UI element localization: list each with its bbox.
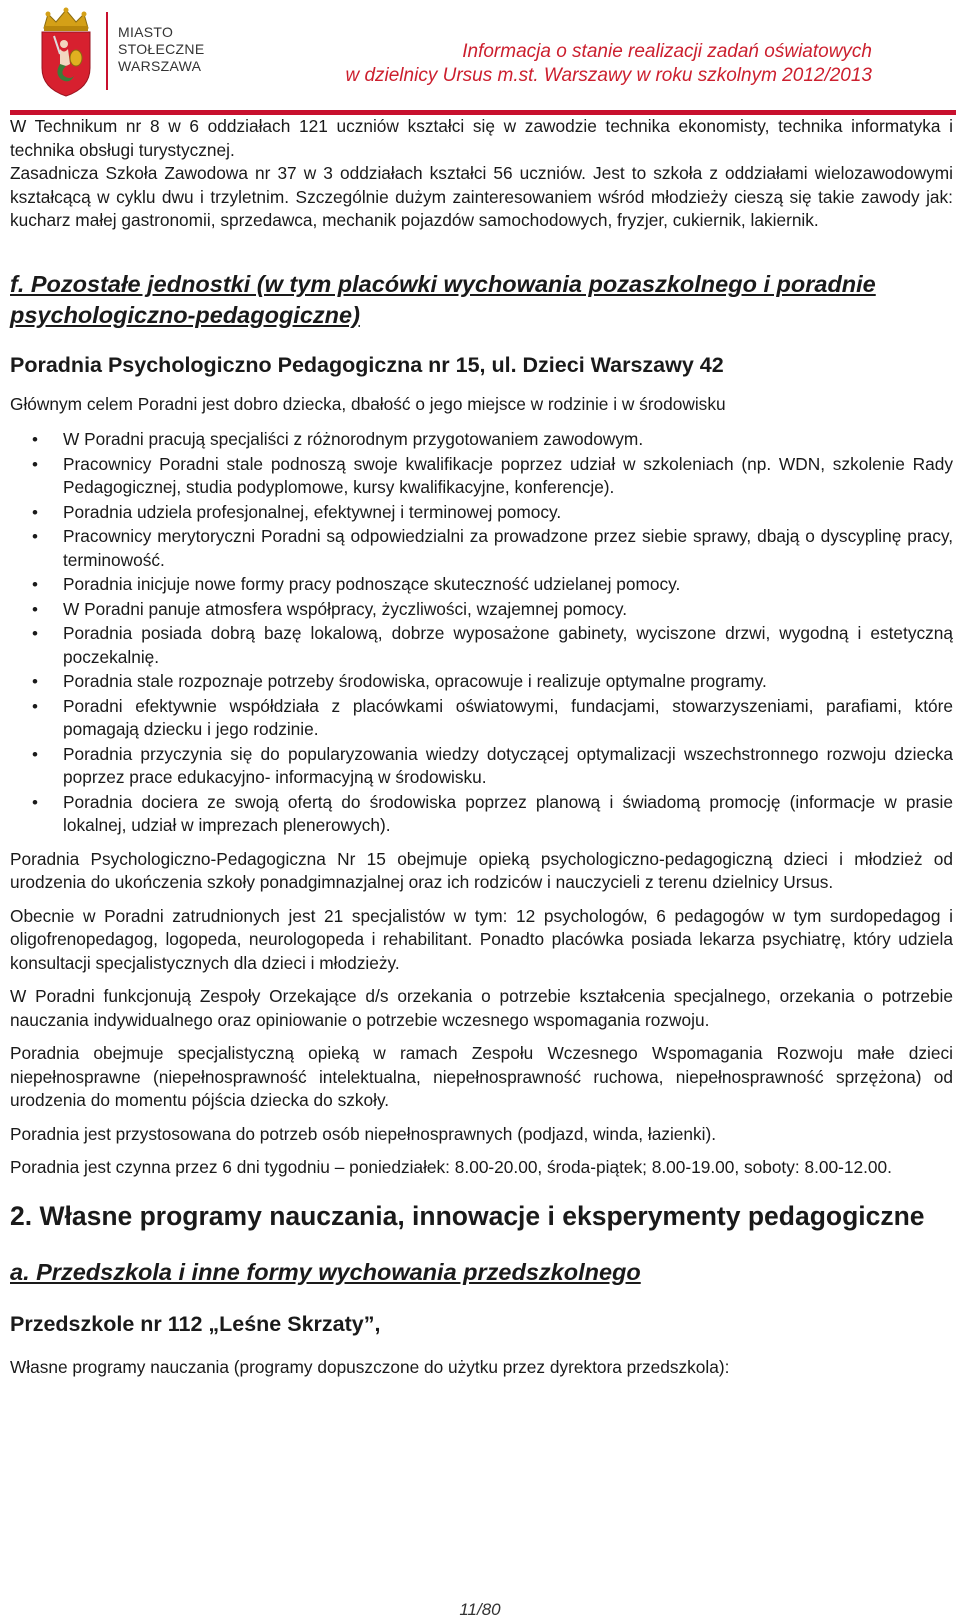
bullet-icon: • bbox=[32, 502, 38, 522]
list-item-text: Poradnia posiada dobrą bazę lokalową, dobrze wyposażone gabinety, wyciszone drzwi, wygodną i estetyczną poczekalnię. bbox=[63, 623, 953, 667]
bullet-icon: • bbox=[32, 696, 38, 716]
bullet-icon: • bbox=[32, 599, 38, 619]
list-item-text: W Poradni pracują specjaliści z różnorodnym przygotowaniem zawodowym. bbox=[63, 429, 644, 449]
document-title bbox=[345, 40, 872, 88]
list-item-text: Pracownicy merytoryczni Poradni są odpowiedzialni za prowadzone przez siebie sprawy, dbają o dyscyplinę pracy, terminowość. bbox=[63, 526, 953, 570]
list-item bbox=[10, 598, 953, 622]
paragraph-opieka: Poradnia Psychologiczno-Pedagogiczna Nr 15 obejmuje opieką psychologiczno-pedagogiczną dzieci i młodzież od urodzenia do ukończenia szkoły ponadgimnazjalnej oraz ich rodziców i nauczycieli z terenu dzielnicy Ursus. bbox=[10, 848, 953, 892]
bullet-icon: • bbox=[32, 744, 38, 764]
list-item-text: W Poradni panuje atmosfera współpracy, życzliwości, wzajemnej pomocy. bbox=[63, 598, 628, 619]
warsaw-coat-of-arms-icon bbox=[30, 6, 102, 98]
document-title-line2: w dzielnicy Ursus m.st. Warszawy w roku szkolnym 2012/2013 bbox=[345, 65, 872, 86]
list-item-text: Poradnia inicjuje nowe formy pracy podnoszące skuteczność udzielanej pomocy. bbox=[63, 574, 681, 594]
paragraph-technikum: W Technikum nr 8 w 6 oddziałach 121 uczniów kształci się w zawodzie technika ekonomisty, technika informatyka i technika obsługi turystycznej. bbox=[10, 116, 953, 160]
paragraph-zatrudnionych: Obecnie w Poradni zatrudnionych jest 21 specjalistów w tym: 12 psychologów, 6 pedagogów w tym surdopedagog i oligofrenopedagog, logopeda, neurologopeda i rehabilitant. Ponadto placówka posiada lekarza psychiatrę, który udziela konsultacji specjalistycznych dla dzieci i młodzieży. bbox=[10, 905, 953, 973]
section-heading-a: a. Przedszkola i inne formy wychowania przedszkolnego bbox=[10, 1258, 641, 1285]
page-number: 11/80 bbox=[459, 1600, 501, 1619]
paragraph-programy: Własne programy nauczania (programy dopuszczone do użytku przez dyrektora przedszkola): bbox=[10, 1356, 730, 1377]
bullet-icon: • bbox=[32, 527, 38, 546]
list-item bbox=[10, 791, 953, 838]
list-item-text: Poradnia udziela profesjonalnej, efektywnej i terminowej pomocy. bbox=[63, 501, 562, 522]
page-body bbox=[10, 115, 953, 1379]
paragraph-zespoly: W Poradni funkcjonują Zespoły Orzekające d/s orzekania o potrzebie kształcenia specjalnego, orzekania o potrzebie nauczania indywidualnego oraz opiniowanie o potrzebie wczesnego wspomagania rozwoju. bbox=[10, 986, 953, 1030]
list-item-text: Poradni efektywnie współdziała z placówkami oświatowymi, fundacjami, stowarzyszeniami, parafiami, które pomagają dziecku i jego rodzinie. bbox=[63, 695, 953, 739]
document-title-line1: Informacja o stanie realizacji zadań oświatowych bbox=[462, 41, 872, 62]
section-heading-f: f. Pozostałe jednostki (w tym placówki wychowania pozaszkolnego i poradnie psychologiczno-pedagogiczne) bbox=[10, 270, 876, 328]
list-item bbox=[10, 573, 953, 597]
paragraph-przystosowana: Poradnia jest przystosowana do potrzeb osób niepełnosprawnych (podjazd, winda, łazienki). bbox=[10, 1123, 717, 1144]
header-divider bbox=[106, 12, 108, 90]
list-item bbox=[10, 453, 953, 500]
list-item bbox=[10, 695, 953, 742]
page-header bbox=[0, 0, 960, 114]
city-line: MIASTO bbox=[118, 24, 174, 40]
city-line: WARSZAWA bbox=[118, 58, 202, 74]
bullet-icon: • bbox=[32, 624, 38, 643]
paragraph-godziny: Poradnia jest czynna przez 6 dni tygodniu – poniedziałek: 8.00-20.00, środa-piątek; 8.00-19.00, soboty: 8.00-12.00. bbox=[10, 1157, 892, 1177]
list-item bbox=[10, 670, 953, 694]
paragraph-zasadnicza: Zasadnicza Szkoła Zawodowa nr 37 w 3 oddziałach kształci 56 uczniów. Jest to szkoła z oddziałami wielozawodowymi kształcącą w cyklu dwu i trzyletnim. Szczególnie dużym zainteresowaniem wśród młodzieży cieszą się takie zawody jak: kucharz małej gastronomii, sprzedawca, mechanik pojazdów samochodowych, fryzjer, cukiernik, lakiernik. bbox=[10, 163, 953, 230]
list-item bbox=[10, 743, 953, 790]
list-item-text: Pracownicy Poradni stale podnoszą swoje kwalifikacje poprzez udział w szkoleniach (np. WDN, szkolenie Rady Pedagogicznej, studia podyplomowe, kursy kwalifikacyjne, konferencje). bbox=[63, 453, 953, 497]
bullet-icon: • bbox=[32, 454, 38, 474]
list-item-text: Poradnia przyczynia się do popularyzowania wiedzy dotyczącej optymalizacji wszechstronnego rozwoju dziecka poprzez prace edukacyjno- informacyjną w środowisku. bbox=[63, 743, 953, 787]
city-line: STOŁECZNE bbox=[118, 41, 205, 57]
list-item-text: Poradnia stale rozpoznaje potrzeby środowiska, opracowuje i realizuje optymalne programy. bbox=[63, 671, 767, 691]
city-logo-text bbox=[118, 24, 204, 75]
bullet-list bbox=[10, 428, 953, 838]
poradnia-heading: Poradnia Psychologiczno Pedagogiczna nr 15, ul. Dzieci Warszawy 42 bbox=[10, 352, 724, 377]
list-item bbox=[10, 525, 953, 572]
bullet-icon: • bbox=[32, 575, 38, 594]
paragraph-celem: Głównym celem Poradni jest dobro dziecka, dbałość o jego miejsce w rodzinie i w środowisku bbox=[10, 393, 726, 414]
bullet-icon: • bbox=[32, 672, 38, 691]
list-item bbox=[10, 428, 953, 452]
przedszkole-heading: Przedszkole nr 112 „Leśne Skrzaty”, bbox=[10, 1311, 381, 1336]
paragraph-wczesne: Poradnia obejmuje specjalistyczną opieką w ramach Zespołu Wczesnego Wspomagania Rozwoju małe dzieci niepełnosprawne (niepełnosprawność intelektualna, niepełnosprawność ruchowa, niepełnosprawność sprzężona) od urodzenia do momentu pójścia dziecka do szkoły. bbox=[10, 1043, 953, 1110]
list-item bbox=[10, 501, 953, 525]
bullet-icon: • bbox=[32, 792, 38, 812]
list-item-text: Poradnia dociera ze swoją ofertą do środowiska poprzez planową i świadomą promocję (informacje w prasie lokalnej, udział w imprezach plenerowych). bbox=[63, 791, 953, 835]
bullet-icon: • bbox=[32, 430, 38, 449]
list-item bbox=[10, 622, 953, 669]
chapter-heading: 2. Własne programy nauczania, innowacje i eksperymenty pedagogiczne bbox=[10, 1200, 925, 1231]
